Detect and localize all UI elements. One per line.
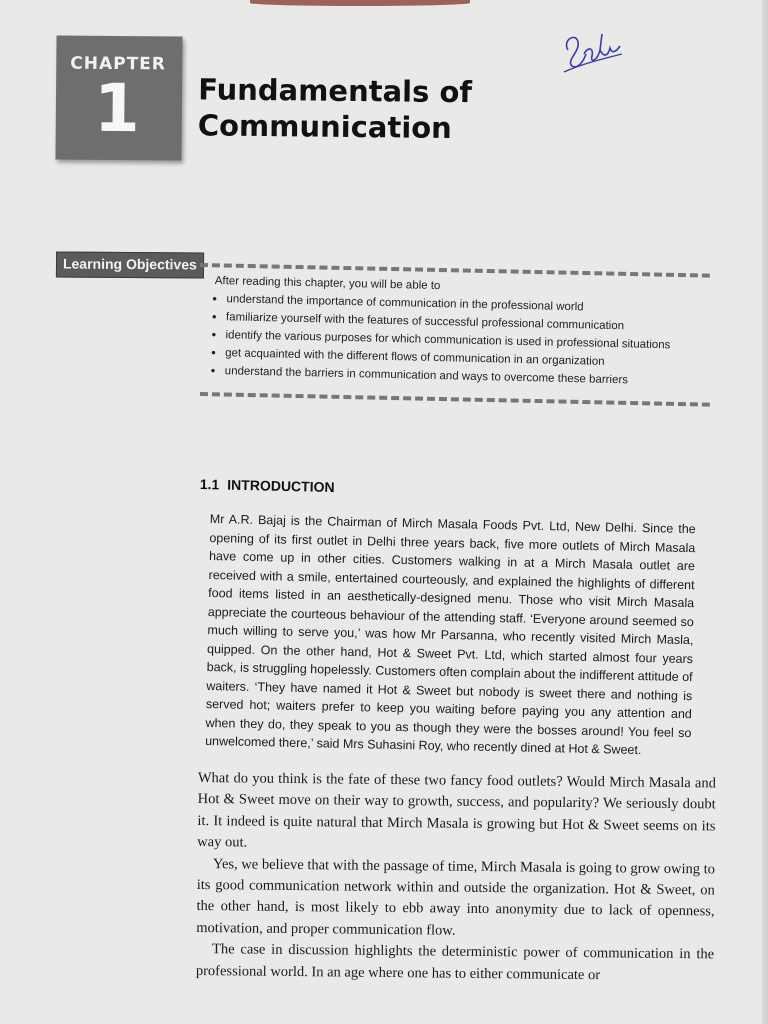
chapter-label: CHAPTER bbox=[70, 53, 167, 75]
objective-item: • understand the importance of communication in the professional world bbox=[214, 290, 714, 319]
page-edge bbox=[762, 0, 768, 1024]
handwritten-signature bbox=[558, 20, 628, 80]
body-paragraph: The case in discussion highlights the deterministic power of communication in the professional world. In an age where one has to either communicate or bbox=[195, 941, 715, 983]
section-number: 1.1 bbox=[199, 476, 220, 493]
section-heading bbox=[200, 476, 343, 495]
objective-item: • familiarize yourself with the features of successful professional communication bbox=[214, 308, 714, 337]
objective-item: • identify the various purposes for which communication is used in professional situations bbox=[213, 326, 713, 355]
chapter-badge bbox=[55, 35, 182, 160]
body-paragraph: Yes, we believe that with the passage of time, Mirch Masala is going to grow owing to its good communication network within and outside the organization. Hot & Sweet, on the other hand, is most likely to ebb away into anonymity due to lack of openness, motivation, and proper communication flow. bbox=[196, 855, 716, 939]
divider-bottom bbox=[200, 392, 710, 407]
body-text bbox=[196, 768, 716, 987]
page-top-shadow bbox=[250, 0, 470, 6]
learning-objectives-badge: Learning Objectives bbox=[56, 251, 204, 278]
chapter-title: Fundamentals of Communication bbox=[197, 72, 473, 145]
objective-item: • understand the barriers in communication and ways to overcome these barriers bbox=[213, 362, 713, 391]
chapter-number: 1 bbox=[93, 69, 141, 148]
learning-objectives-intro: After reading this chapter, you will be able to bbox=[214, 274, 441, 293]
case-study-text: Mr A.R. Bajaj is the Chairman of Mirch Masala Foods Pvt. Ltd, New Delhi. Since the opening of its first outlet in Delhi three years back, five more outlets of Mirch Masala have come up in other cities. Customers walking in at a Mirch Masala outlet are received with a smile, entertained courteously, and explained the highlights of different food items listed in an aesthetically-designed menu. Those who visit Mirch Masala appreciate the courteous behaviour of the attending staff. ‘Everyone around seemed so much willing to serve you,’ was how Mr Parsanna, who recently visited Mirch Masla, quipped. On the other hand, Hot & Sweet Pvt. Ltd, which started almost four years back, is struggling hopelessly. Customers often complain about the indifferent attitude of waiters. ‘They have named it Hot & Sweet but nobody is sweet there and nothing is served hot; waiters prefer to keep you waiting before paying you any attention and when they do, they speak to you as though they were the bosses around! You feel so unwelcomed there,’ said Mrs Suhasini Roy, who recently dined at Hot & Sweet. bbox=[205, 511, 696, 758]
learning-objectives-list bbox=[213, 272, 715, 391]
body-paragraph: What do you think is the fate of these two fancy food outlets? Would Mirch Masala and Hot & Sweet move on their way to growth, success, and popularity? We seriously doubt it. It indeed is quite natural that Mirch Masala is growing but Hot & Sweet seems on its way out. bbox=[197, 769, 716, 851]
section-title: INTRODUCTION bbox=[227, 476, 335, 496]
objective-item: • get acquainted with the different flows of communication in an organization bbox=[213, 344, 713, 373]
